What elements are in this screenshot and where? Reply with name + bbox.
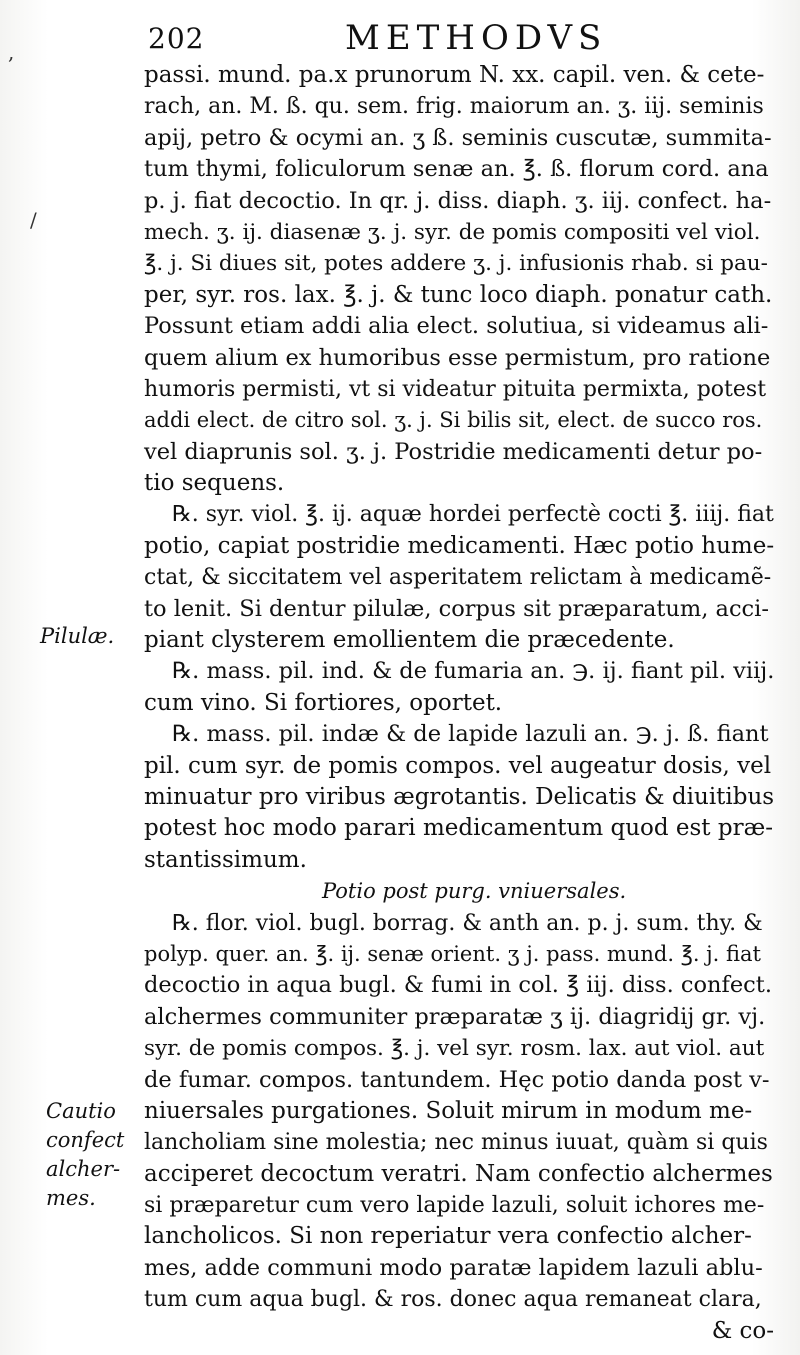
text-line: ℞. flor. viol. bugl. borrag. & anth an. p. j. sum. thy. &	[172, 910, 763, 936]
text-line: ℞. mass. pil. ind. & de fumaria an. ℈. ij. fiant pil. viij.	[172, 658, 775, 685]
margin-stroke: /	[30, 208, 37, 232]
text-line: de fumar. compos. tantundem. Hęc potio danda post v-	[144, 1066, 770, 1093]
text-line: pil. cum syr. de pomis compos. vel augeatur dosis, vel	[144, 752, 772, 779]
text-line: piant clysterem emollientem die præcedente.	[144, 627, 675, 654]
margin-note-pilulae: Pilulæ.	[40, 624, 115, 648]
page-number: 202	[148, 22, 205, 55]
text-line: ℥. j. Si diues sit, potes addere ʒ. j. infusionis rhab. si pau-	[144, 251, 768, 277]
text-line: mech. ʒ. ij. diasenæ ʒ. j. syr. de pomis compositi vel viol.	[144, 219, 761, 245]
text-line: potio, capiat postridie medicamenti. Hæc potio hume-	[144, 532, 775, 559]
text-line: cum vino. Si fortiores, oportet.	[144, 689, 503, 716]
text-line: rach, an. M. ß. qu. sem. frig. maiorum an. ʒ. iij. seminis	[144, 94, 764, 120]
text-line: p. j. fiat decoctio. In qr. j. diss. diaph. ʒ. iij. confect. ha-	[144, 187, 772, 214]
text-line: passi. mund. pa.x prunorum N. xx. capil. ven. & cete-	[144, 62, 765, 88]
text-line: syr. de pomis compos. ℥. j. vel syr. rosm. lax. aut viol. aut	[144, 1036, 765, 1062]
section-heading: Potio post purg. vniuersales.	[322, 879, 627, 904]
text-line: vel diaprunis sol. ʒ. j. Postridie medicamenti detur po-	[144, 438, 763, 465]
margin-speck: ,	[8, 40, 15, 64]
text-line: apij, petro & ocymi an. ʒ ß. seminis cuscutæ, summita-	[144, 124, 772, 151]
text-line: acciperet decoctum veratri. Nam confectio alchermes	[144, 1160, 773, 1187]
text-line: per, syr. ros. lax. ℥. j. & tunc loco diaph. ponatur cath.	[144, 281, 773, 308]
text-line: addi elect. de citro sol. ʒ. j. Si bilis sit, elect. de succo ros.	[144, 408, 763, 433]
running-title: METHODVS	[345, 18, 608, 58]
text-line: potest hoc modo parari medicamentum quod est præ-	[144, 815, 773, 842]
text-line: decoctio in aqua bugl. & fumi in col. ℥ iij. diss. confect.	[144, 972, 772, 999]
text-line: mes, adde communi modo paratæ lapidem lazuli ablu-	[144, 1254, 763, 1281]
text-line: polyp. quer. an. ℥. ij. senæ orient. ʒ j. pass. mund. ℥. j. fiat	[144, 941, 761, 966]
text-line: lancholicos. Si non reperiatur vera confectio alcher-	[144, 1223, 752, 1250]
text-line: ℞. syr. viol. ℥. ij. aquæ hordei perfectè cocti ℥. iiij. fiat	[172, 502, 774, 528]
page-header	[0, 18, 800, 62]
text-line: humoris permisti, vt si videatur pituita permixta, potest	[144, 376, 767, 402]
text-line: niuersales purgationes. Soluit mirum in modum me-	[144, 1097, 753, 1124]
text-line: si præparetur cum vero lapide lazuli, soluit ichores me-	[144, 1193, 765, 1219]
text-line: tum cum aqua bugl. & ros. donec aqua remaneat clara,	[144, 1287, 762, 1313]
text-line: lancholiam sine molestia; nec minus iuuat, quàm si quis	[144, 1130, 768, 1156]
text-line: to lenit. Si dentur pilulæ, corpus sit præparatum, acci-	[144, 595, 769, 622]
text-line: Possunt etiam addi alia elect. solutiua, si videamus ali-	[144, 313, 769, 340]
text-line: minuatur pro viribus ægrotantis. Delicatis & diuitibus	[144, 783, 775, 810]
text-line: quem alium ex humoribus esse permistum, pro ratione	[144, 344, 771, 371]
text-line: ctat, & siccitatem vel asperitatem relictam à medicamẽ-	[144, 565, 772, 591]
text-line: tum thymi, foliculorum senæ an. ℥. ß. florum cord. ana	[144, 156, 769, 183]
text-line: tio sequens.	[144, 470, 285, 497]
body-text	[144, 60, 774, 1347]
text-line: stantissimum.	[144, 846, 307, 873]
text-line: ℞. mass. pil. indæ & de lapide lazuli an. ℈. j. ß. fiant	[172, 721, 769, 748]
margin-note-cautio: Cautio confect alcher- mes.	[46, 1099, 125, 1210]
text-line: alchermes communiter præparatæ ʒ ij. diagridij gr. vj.	[144, 1003, 766, 1030]
catchword: & co-	[711, 1317, 774, 1344]
